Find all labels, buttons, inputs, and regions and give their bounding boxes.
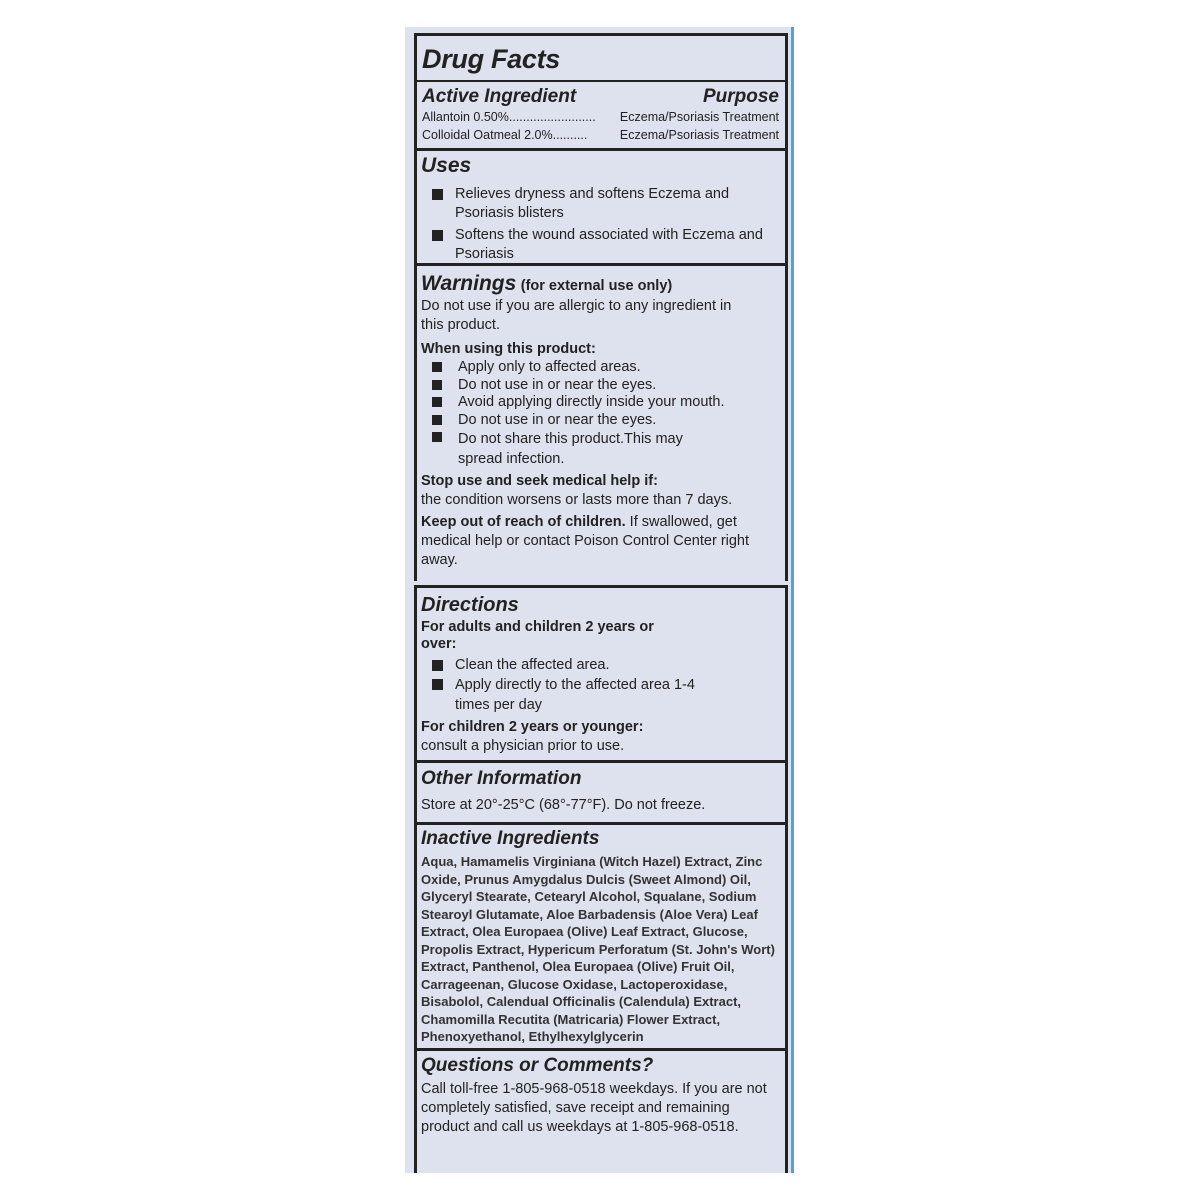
directions-item: Clean the affected area. — [421, 656, 771, 675]
inactive-ingredients-header: Inactive Ingredients — [421, 828, 600, 849]
active-ingredient-row — [422, 108, 779, 126]
stop-use-header: Stop use and seek medical help if: — [421, 473, 658, 489]
active-ingredient-row — [422, 126, 779, 144]
when-using-item: Do not use in or near the eyes. — [421, 412, 771, 430]
leader-dots: ......................... — [508, 110, 596, 124]
inactive-ingredients-text: Aqua, Hamamelis Virginiana (Witch Hazel) Extract, Zinc Oxide, Prunus Amygdalus Dulcis (Sweet Almond) Oil, Glyceryl Stearate, Cetearyl Alcohol, Squalane, Sodium Stearoyl Glutamate, Aloe Barbadensis (Aloe Vera) Leaf Extract, Olea Europaea (Olive) Leaf Extract, Glucose, Propolis Extract, Hypericum Perforatum (St. John's Wort) Extract, Panthenol, Olea Europaea (Olive) Fruit Oil, Carrageenan, Glucose Oxidase, Lactoperoxidase, Bisabolol, Calendual Officinalis (Calendula) Extract, Chamomilla Recutita (Matricaria) Flower Extract, Phenoxyethanol, Ethylhexylglycerin — [421, 854, 775, 1044]
children-text: consult a physician prior to use. — [421, 738, 625, 754]
uses-panel — [414, 148, 788, 269]
ingredient-name: Allantoin 0.50% — [422, 110, 509, 124]
warnings-header: Warnings — [421, 272, 517, 295]
adults-header: For adults and children 2 years or over: — [421, 619, 654, 652]
when-using-item: Avoid applying directly inside your mouth. — [421, 394, 771, 412]
directions-item: Apply directly to the affected area 1-4 times per day — [421, 675, 715, 715]
when-using-item: Do not share this product.This may spread infection. — [421, 429, 688, 469]
ingredient-name: Colloidal Oatmeal 2.0% — [422, 128, 553, 142]
other-info-text: Store at 20°-25°C (68°-77°F). Do not freeze. — [421, 797, 706, 813]
keep-out-paragraph — [421, 513, 771, 570]
warnings-panel — [414, 263, 788, 581]
directions-panel — [414, 585, 788, 787]
inactive-ingredients-panel — [414, 822, 788, 1054]
warnings-note: (for external use only) — [520, 278, 673, 294]
keep-out-text: If swallowed, get medical help or contact Poison Control Center right away. — [421, 514, 750, 568]
questions-panel — [414, 1048, 788, 1173]
purpose-header: Purpose — [702, 86, 779, 107]
other-info-header: Other Information — [421, 768, 582, 789]
title-divider — [417, 80, 785, 82]
when-using-item: Do not use in or near the eyes. — [421, 377, 771, 395]
label-edge — [791, 27, 794, 1173]
stop-use-text: the condition worsens or lasts more than 7 days. — [421, 492, 733, 508]
keep-out-bold: Keep out of reach of children. — [421, 514, 626, 530]
other-info-panel — [414, 760, 788, 828]
warnings-intro: Do not use if you are allergic to any ingredient in this product. — [421, 298, 732, 333]
drug-facts-title: Drug Facts — [422, 44, 561, 74]
uses-header: Uses — [421, 154, 472, 177]
drug-facts-label — [405, 27, 794, 1173]
directions-header: Directions — [421, 594, 519, 616]
when-using-header: When using this product: — [421, 341, 596, 357]
questions-header: Questions or Comments? — [421, 1055, 654, 1076]
active-ingredient-header: Active Ingredient — [422, 86, 577, 107]
questions-text: Call toll-free 1-805-968-0518 weekdays. If you are not completely satisfied, save receipt and remaining product and call us weekdays at 1-805-968-0518. — [421, 1081, 767, 1135]
ingredient-purpose: Eczema/Psoriasis Treatment — [619, 128, 779, 142]
when-using-item: Apply only to affected areas. — [421, 359, 771, 377]
uses-item: Softens the wound associated with Eczema and Psoriasis — [421, 226, 779, 264]
uses-item: Relieves dryness and softens Eczema and Psoriasis blisters — [421, 185, 779, 223]
ingredient-purpose: Eczema/Psoriasis Treatment — [619, 110, 779, 124]
leader-dots: .......... — [552, 128, 588, 142]
children-header: For children 2 years or younger: — [421, 719, 644, 735]
drug-facts-panel — [414, 33, 788, 154]
